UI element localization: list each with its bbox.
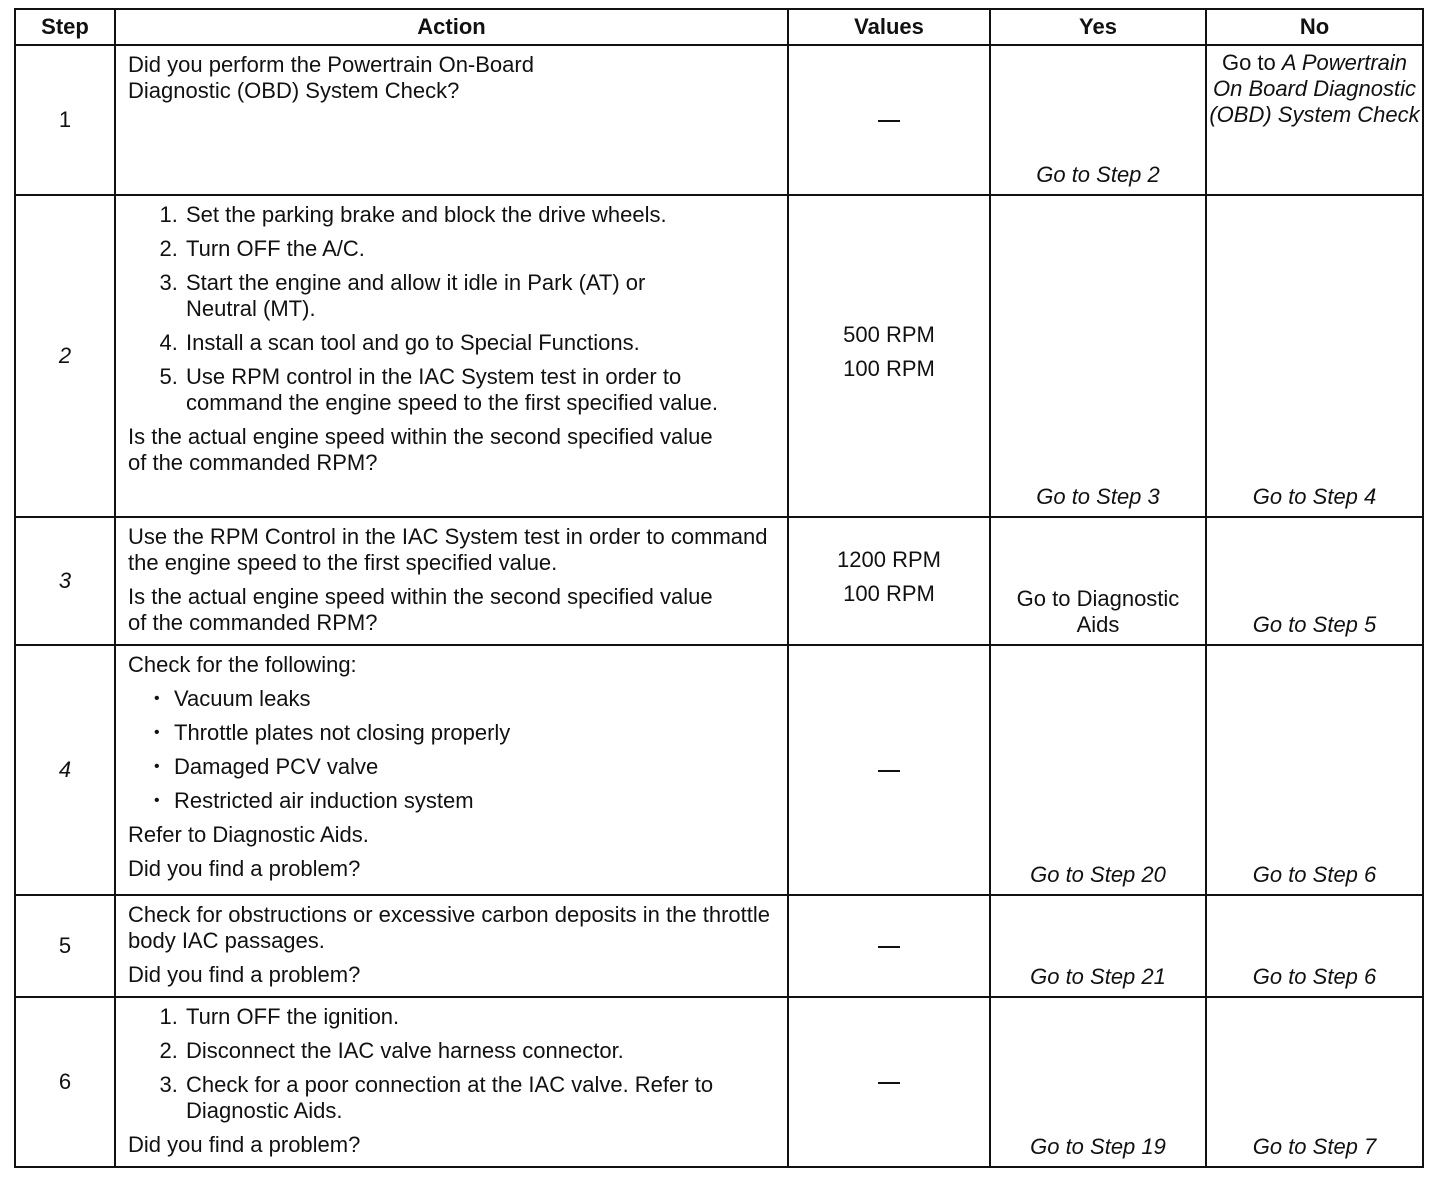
check-list: [128, 686, 777, 814]
header-values: Values: [788, 9, 990, 45]
procedure-step: 3. Check for a poor connection at the IAC valve. Refer to Diagnostic Aids.: [184, 1072, 777, 1124]
action-cell: [115, 45, 788, 195]
table-row: [15, 645, 1423, 895]
table-row: [15, 195, 1423, 517]
empty-value-dash: [878, 1082, 900, 1084]
procedure-step: 2. Disconnect the IAC valve harness connector.: [184, 1038, 777, 1064]
check-item: • Vacuum leaks: [174, 686, 777, 712]
empty-value-dash: [878, 770, 900, 772]
yes-cell: Go to Step 2: [990, 45, 1206, 195]
values-cell: [788, 645, 990, 895]
no-cell: Go to Step 6: [1206, 895, 1423, 997]
yes-cell: Go to Step 20: [990, 645, 1206, 895]
action-cell: [115, 195, 788, 517]
yes-cell: Go to Step 19: [990, 997, 1206, 1167]
step-number: 6: [15, 997, 115, 1167]
values-cell: [788, 895, 990, 997]
no-cell: [1206, 45, 1423, 195]
procedure-step: 1. Set the parking brake and block the drive wheels.: [184, 202, 777, 228]
value-first: 500 RPM: [843, 322, 935, 347]
procedure-step: 5. Use RPM control in the IAC System test in order to command the engine speed to the first specified value.: [184, 364, 777, 416]
empty-value-dash: [878, 120, 900, 122]
action-text: Check for obstructions or excessive carbon deposits in the throttle body IAC passages.: [128, 902, 770, 953]
values-cell: [788, 997, 990, 1167]
header-action: Action: [115, 9, 788, 45]
step-number: 1: [15, 45, 115, 195]
table-row: [15, 895, 1423, 997]
procedure-step: 1. Turn OFF the ignition.: [184, 1004, 777, 1030]
step-number: 3: [15, 517, 115, 645]
check-item: • Throttle plates not closing properly: [174, 720, 777, 746]
question-text: Is the actual engine speed within the second specified value of the commanded RPM?: [128, 424, 713, 475]
procedure-steps: [128, 1004, 777, 1124]
yes-cell: Go to Step 21: [990, 895, 1206, 997]
values-cell: [788, 517, 990, 645]
action-text: Use the RPM Control in the IAC System test in order to command the engine speed to the first specified value.: [128, 524, 768, 575]
procedure-step: 4. Install a scan tool and go to Special Functions.: [184, 330, 777, 356]
header-row: [15, 9, 1423, 45]
refer-text: Refer to Diagnostic Aids.: [128, 822, 369, 847]
question-text: Is the actual engine speed within the second specified value of the commanded RPM?: [128, 584, 713, 635]
diagnostic-table: [14, 8, 1424, 1168]
step-number: 5: [15, 895, 115, 997]
check-item: • Damaged PCV valve: [174, 754, 777, 780]
no-link-text: A Powertrain On Board Diagnostic (OBD) System Check: [1209, 50, 1420, 127]
table-row: [15, 517, 1423, 645]
header-yes: Yes: [990, 9, 1206, 45]
no-cell: Go to Step 4: [1206, 195, 1423, 517]
yes-cell: Go to Diagnostic Aids: [990, 517, 1206, 645]
header-no: No: [1206, 9, 1423, 45]
table-row: [15, 997, 1423, 1167]
value-second: 100 RPM: [843, 356, 935, 381]
action-cell: [115, 895, 788, 997]
empty-value-dash: [878, 946, 900, 948]
yes-cell: Go to Step 3: [990, 195, 1206, 517]
table-row: [15, 45, 1423, 195]
header-step: Step: [15, 9, 115, 45]
action-cell: [115, 997, 788, 1167]
action-cell: [115, 517, 788, 645]
values-cell: [788, 195, 990, 517]
no-prefix: Go to: [1221, 50, 1276, 75]
question-text: Did you find a problem?: [128, 962, 361, 987]
value-second: 100 RPM: [843, 581, 935, 606]
question-text: Did you find a problem?: [128, 1132, 361, 1157]
procedure-step: 2. Turn OFF the A/C.: [184, 236, 777, 262]
action-text: Did you perform the Powertrain On-Board Diagnostic (OBD) System Check?: [128, 52, 534, 103]
values-cell: [788, 45, 990, 195]
step-number: 2: [15, 195, 115, 517]
procedure-steps: [128, 202, 777, 416]
check-item: • Restricted air induction system: [174, 788, 777, 814]
action-cell: [115, 645, 788, 895]
no-cell: Go to Step 6: [1206, 645, 1423, 895]
procedure-step: 3. Start the engine and allow it idle in Park (AT) or Neutral (MT).: [184, 270, 777, 322]
step-number: 4: [15, 645, 115, 895]
value-first: 1200 RPM: [837, 547, 941, 572]
intro-text: Check for the following:: [128, 652, 357, 677]
no-cell: Go to Step 7: [1206, 997, 1423, 1167]
no-cell: Go to Step 5: [1206, 517, 1423, 645]
question-text: Did you find a problem?: [128, 856, 361, 881]
